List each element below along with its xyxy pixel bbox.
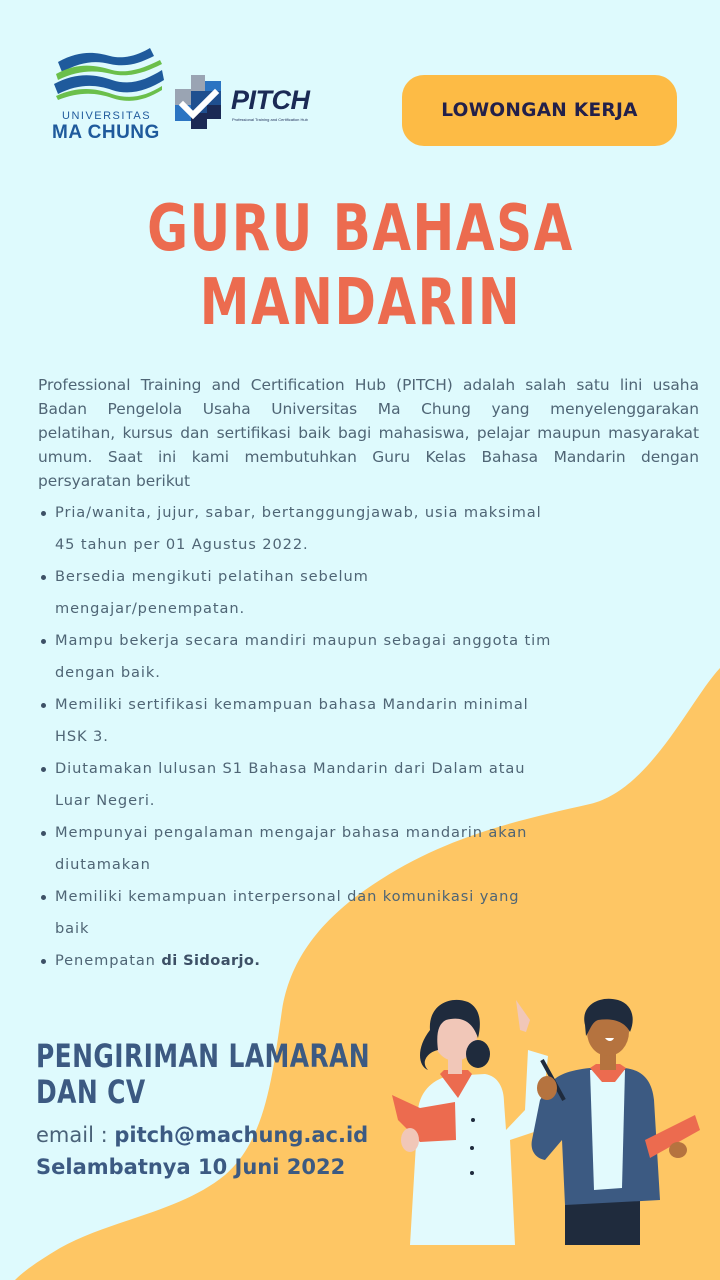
intro-line: pelatihan, kursus dan sertifikasi baik bagi mahasiswa, pelajar maupun masyarakat — [38, 424, 699, 442]
requirement-item: Pria/wanita, jujur, sabar, bertanggungjawab, usia maksimal 45 tahun per 01 Agustus 2022. — [38, 497, 638, 561]
intro-line: Badan Pengelola Usaha Universitas Ma Chung yang menyelenggarakan — [38, 400, 699, 418]
two-teachers-illustration — [380, 990, 720, 1280]
requirement-item: Bersedia mengikuti pelatihan sebelum mengajar/penempatan. — [38, 561, 638, 625]
page-title-line1: GURU BAHASA — [147, 192, 574, 266]
pitch-logo-subtitle: Professional Training and Certification Hub — [232, 117, 308, 122]
requirements-list — [38, 497, 638, 977]
email-row — [36, 1123, 368, 1147]
man-teacher-icon — [532, 999, 700, 1245]
application-heading: PENGIRIMAN LAMARAN DAN CV — [36, 1037, 371, 1111]
page-title — [80, 192, 642, 340]
machung-wave-icon — [50, 40, 165, 110]
pitch-check-icon — [175, 75, 227, 130]
intro-paragraph — [38, 373, 699, 493]
job-vacancy-badge-label: LOWONGAN KERJA — [441, 100, 638, 121]
requirement-item: Memiliki sertifikasi kemampuan bahasa Mandarin minimal HSK 3. — [38, 689, 638, 753]
job-vacancy-badge — [402, 75, 677, 146]
placement-location: di Sidoarjo. — [161, 952, 261, 969]
machung-logo — [50, 40, 165, 145]
requirement-item: Memiliki kemampuan interpersonal dan komunikasi yang baik — [38, 881, 638, 945]
requirement-item-placement: Penempatan di Sidoarjo. — [38, 945, 638, 977]
requirement-item: Diutamakan lulusan S1 Bahasa Mandarin dari Dalam atau Luar Negeri. — [38, 753, 638, 817]
pitch-logo-word: PITCH — [231, 85, 310, 115]
requirement-item: Mempunyai pengalaman mengajar bahasa mandarin akan diutamakan — [38, 817, 638, 881]
intro-line: umum. Saat ini kami membutuhkan Guru Kelas Bahasa Mandarin dengan — [38, 448, 699, 466]
deadline-text: Selambatnya 10 Juni 2022 — [36, 1155, 346, 1179]
machung-logo-line2: MA CHUNG — [52, 122, 160, 143]
pitch-logo — [175, 75, 335, 130]
email-label: email : — [36, 1123, 115, 1147]
requirement-item: Mampu bekerja secara mandiri maupun sebagai anggota tim dengan baik. — [38, 625, 638, 689]
woman-teacher-icon — [392, 1000, 548, 1245]
email-link[interactable]: pitch@machung.ac.id — [114, 1123, 369, 1147]
intro-line: Professional Training and Certification Hub (PITCH) adalah salah satu lini usaha — [38, 376, 699, 394]
intro-line: persyaratan berikut — [38, 472, 191, 490]
page-title-line2: MANDARIN — [199, 266, 522, 340]
machung-logo-line1: UNIVERSITAS — [62, 110, 152, 122]
